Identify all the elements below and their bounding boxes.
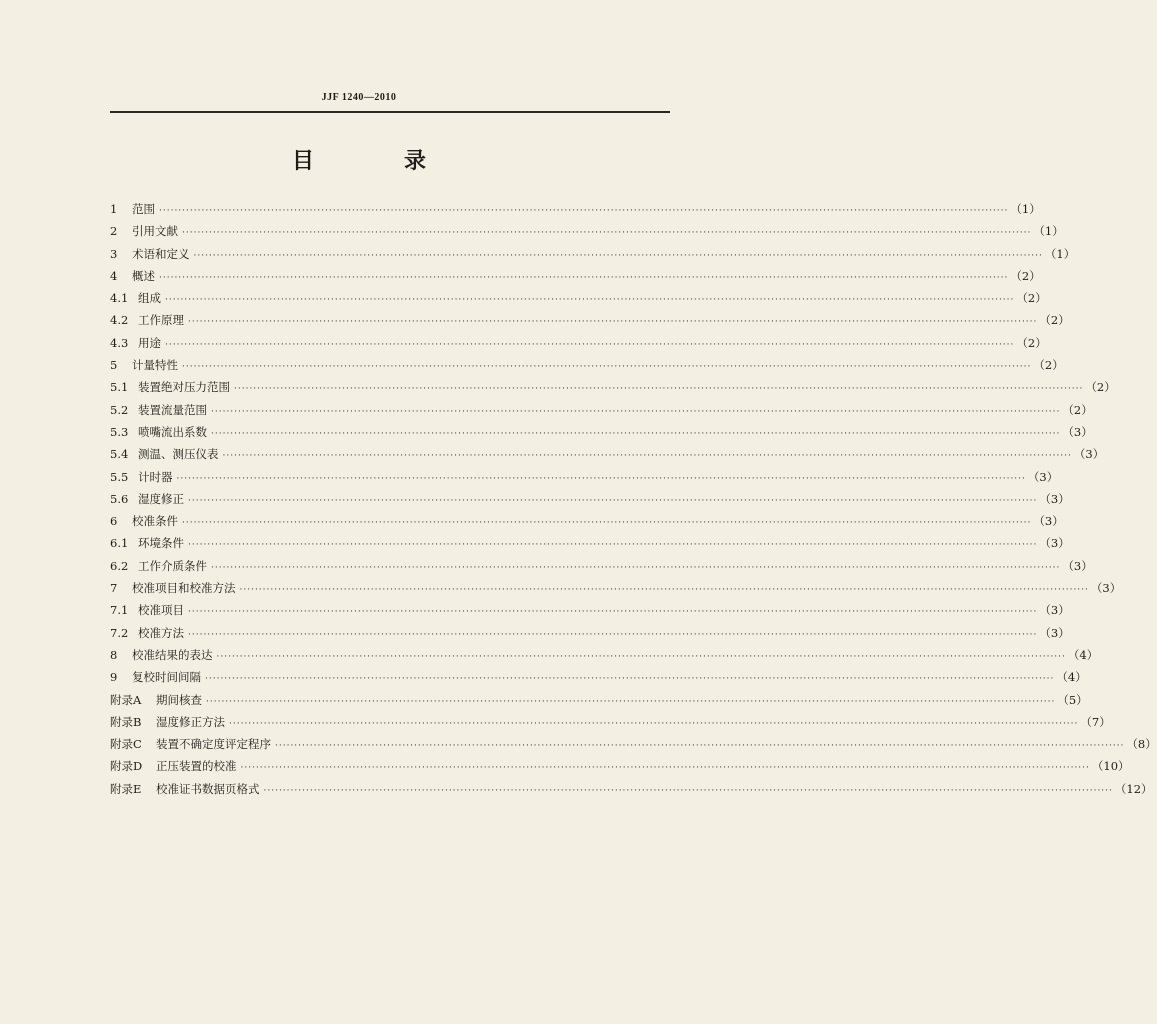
toc-entry <box>110 510 1064 532</box>
toc-entry <box>110 243 1076 265</box>
toc-leader-dots: ···························································································································································································································· <box>222 451 1072 462</box>
toc-entry-page: （2） <box>1016 335 1047 350</box>
table-of-contents <box>110 198 1157 800</box>
toc-entry <box>110 332 1047 354</box>
toc-leader-dots: ···························································································································································································································· <box>188 317 1038 328</box>
toc-entry <box>110 309 1070 331</box>
toc-leader-dots: ···························································································································································································································· <box>182 362 1032 373</box>
toc-entry-label: 工作介质条件 <box>138 558 207 573</box>
toc-entry-number: 9 <box>110 670 118 685</box>
toc-entry <box>110 421 1093 443</box>
toc-entry-page: （8） <box>1126 737 1157 752</box>
toc-entry <box>110 376 1116 398</box>
toc-leader-dots: ···························································································································································································································· <box>188 607 1038 618</box>
toc-entry-page: （7） <box>1080 714 1111 729</box>
toc-entry-label: 校准条件 <box>132 514 178 529</box>
toc-entry <box>110 555 1093 577</box>
toc-entry-page: （1） <box>1010 202 1041 216</box>
toc-entry-page: （2） <box>1010 268 1041 283</box>
toc-entry <box>110 287 1047 309</box>
toc-entry-page: （3） <box>1062 424 1093 439</box>
toc-entry-page: （2） <box>1039 313 1070 328</box>
toc-entry-number: 7.2 <box>110 625 129 640</box>
toc-leader-dots: ···························································································································································································································· <box>211 406 1061 417</box>
toc-entry-label: 概述 <box>132 268 155 283</box>
toc-entry-label: 计量特性 <box>132 358 178 373</box>
toc-entry-label: 校准项目 <box>138 603 184 618</box>
toc-entry-label: 装置绝对压力范围 <box>138 380 230 395</box>
toc-entry-label: 校准证书数据页格式 <box>156 781 260 796</box>
toc-entry-label: 引用文献 <box>132 224 178 239</box>
toc-entry-page: （4） <box>1056 670 1087 685</box>
toc-entry-number: 5.5 <box>110 469 129 484</box>
toc-entry-label: 范围 <box>132 202 155 216</box>
toc-entry-number: 1 <box>110 202 118 216</box>
toc-entry-number: 5.6 <box>110 491 129 506</box>
toc-entry-page: （2） <box>1033 358 1064 373</box>
toc-entry-page: （3） <box>1039 536 1070 551</box>
toc-entry-number: 附录E <box>110 781 142 796</box>
toc-entry-page: （3） <box>1039 625 1070 640</box>
toc-entry-number: 6.1 <box>110 536 129 551</box>
toc-entry <box>110 778 1153 800</box>
toc-leader-dots: ···························································································································································································································· <box>263 785 1113 796</box>
toc-entry-page: （3） <box>1090 581 1122 596</box>
toc-entry <box>110 466 1059 488</box>
toc-entry-page: （2） <box>1085 380 1116 395</box>
toc-entry <box>110 644 1099 666</box>
toc-entry-number: 5.2 <box>110 402 129 417</box>
toc-entry-page: （1） <box>1033 224 1064 239</box>
toc-leader-dots: ···························································································································································································································· <box>206 696 1056 707</box>
toc-entry-number: 6 <box>110 514 118 529</box>
toc-entry-number: 5 <box>110 358 118 373</box>
toc-entry-number: 5.4 <box>110 447 129 462</box>
toc-entry-label: 复校时间间隔 <box>132 670 201 685</box>
toc-entry <box>110 622 1070 644</box>
toc-leader-dots: ···························································································································································································································· <box>165 295 1015 306</box>
toc-leader-dots: ···························································································································································································································· <box>275 741 1125 752</box>
toc-leader-dots: ···························································································································································································································· <box>182 228 1032 239</box>
toc-entry-number: 3 <box>110 246 118 261</box>
toc-entry-page: （3） <box>1027 469 1059 484</box>
toc-leader-dots: ···························································································································································································································· <box>159 206 1009 216</box>
toc-leader-dots: ···························································································································································································································· <box>234 384 1084 395</box>
toc-entry-label: 装置不确定度评定程序 <box>156 737 271 752</box>
toc-entry <box>110 488 1070 510</box>
toc-entry <box>110 711 1111 733</box>
toc-leader-dots: ···························································································································································································································· <box>182 518 1032 529</box>
toc-entry-page: （2） <box>1016 291 1047 306</box>
toc-entry-page: （5） <box>1057 692 1088 707</box>
toc-entry-page: （3） <box>1039 603 1070 618</box>
toc-leader-dots: ···························································································································································································································· <box>239 585 1089 596</box>
toc-entry-label: 组成 <box>138 291 161 306</box>
toc-entry <box>110 733 1157 755</box>
toc-entry-number: 2 <box>110 224 118 239</box>
toc-leader-dots: ···························································································································································································································· <box>211 562 1061 573</box>
toc-entry-page: （3） <box>1039 491 1070 506</box>
toc-entry <box>110 198 1041 220</box>
toc-leader-dots: ···························································································································································································································· <box>165 339 1015 350</box>
toc-entry-page: （3） <box>1073 447 1105 462</box>
toc-entry <box>110 354 1064 376</box>
toc-entry <box>110 755 1130 777</box>
toc-entry-page: （2） <box>1062 402 1093 417</box>
toc-leader-dots: ···························································································································································································································· <box>188 495 1038 506</box>
toc-entry-label: 正压装置的校准 <box>156 759 237 774</box>
toc-entry-page: （3） <box>1033 514 1064 529</box>
toc-entry-label: 期间核查 <box>156 692 202 707</box>
toc-entry <box>110 220 1064 242</box>
toc-leader-dots: ···························································································································································································································· <box>211 428 1061 439</box>
toc-entry-number: 7 <box>110 581 118 596</box>
toc-entry-label: 湿度修正方法 <box>156 714 225 729</box>
toc-entry-number: 4.1 <box>110 291 129 306</box>
toc-entry-label: 校准结果的表达 <box>132 647 213 662</box>
toc-entry-label: 湿度修正 <box>138 491 184 506</box>
toc-entry-number: 4.3 <box>110 335 129 350</box>
toc-entry <box>110 577 1122 599</box>
toc-entry-number: 附录A <box>110 692 142 707</box>
toc-entry-label: 工作原理 <box>138 313 184 328</box>
toc-entry-number: 5.3 <box>110 424 129 439</box>
toc-entry-number: 8 <box>110 647 118 662</box>
toc-entry-page: （10） <box>1091 759 1130 774</box>
toc-entry <box>110 265 1041 287</box>
toc-entry <box>110 666 1087 688</box>
toc-leader-dots: ···························································································································································································································· <box>205 674 1055 685</box>
toc-entry-number: 7.1 <box>110 603 129 618</box>
toc-entry-page: （12） <box>1114 781 1153 796</box>
toc-entry-label: 校准项目和校准方法 <box>132 581 236 596</box>
toc-entry-number: 附录C <box>110 737 142 752</box>
toc-entry <box>110 599 1070 621</box>
toc-entry <box>110 532 1070 554</box>
toc-entry-number: 附录B <box>110 714 142 729</box>
toc-entry-number: 附录D <box>110 759 143 774</box>
toc-entry-label: 喷嘴流出系数 <box>138 424 207 439</box>
standard-code-header: JJF 1240—2010 <box>321 92 397 103</box>
toc-entry <box>110 399 1093 421</box>
toc-entry-label: 环境条件 <box>138 536 184 551</box>
toc-entry-label: 测温、测压仪表 <box>138 447 219 462</box>
toc-leader-dots: ···························································································································································································································· <box>188 540 1038 551</box>
toc-entry-page: （4） <box>1067 647 1099 662</box>
toc-entry-label: 术语和定义 <box>132 246 190 261</box>
toc-entry <box>110 689 1088 711</box>
toc-entry-number: 6.2 <box>110 558 129 573</box>
toc-leader-dots: ···························································································································································································································· <box>193 250 1043 261</box>
toc-entry-label: 校准方法 <box>138 625 184 640</box>
toc-entry-number: 4 <box>110 268 118 283</box>
toc-entry <box>110 443 1105 465</box>
toc-leader-dots: ···························································································································································································································· <box>188 629 1038 640</box>
toc-entry-label: 计时器 <box>138 469 173 484</box>
toc-entry-label: 装置流量范围 <box>138 402 207 417</box>
toc-entry-number: 4.2 <box>110 313 129 328</box>
toc-entry-label: 用途 <box>138 335 161 350</box>
toc-entry-page: （1） <box>1044 246 1076 261</box>
toc-leader-dots: ···························································································································································································································· <box>159 272 1009 283</box>
toc-leader-dots: ···························································································································································································································· <box>240 763 1090 774</box>
toc-entry-number: 5.1 <box>110 380 129 395</box>
toc-entry-page: （3） <box>1062 558 1093 573</box>
toc-leader-dots: ···························································································································································································································· <box>229 718 1079 729</box>
header-rule <box>110 111 670 113</box>
toc-leader-dots: ···························································································································································································································· <box>216 651 1066 662</box>
toc-leader-dots: ···························································································································································································································· <box>176 473 1026 484</box>
toc-title: 目 录 <box>291 149 460 174</box>
